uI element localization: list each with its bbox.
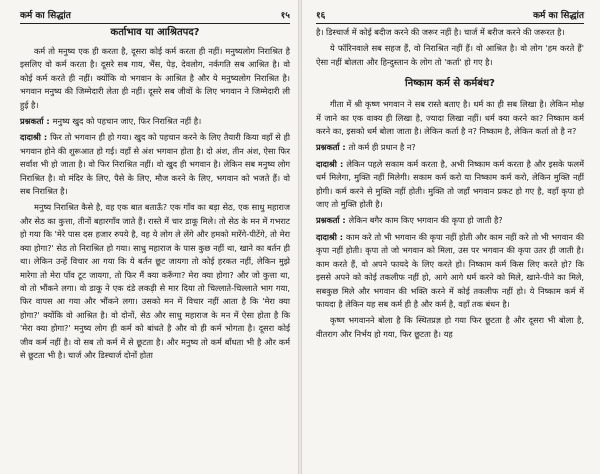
- right-running-header: [316, 8, 584, 24]
- left-page-number: १५: [280, 11, 290, 21]
- qa-paragraph: [316, 141, 584, 154]
- qa-text: काम करे तो भी भगवान की कृपा नहीं होती और काम नहीं करे तो भी भगवान की कृपा नहीं होती। कृपा तो जो भगवान को मिला, उस पर भगवान की कृपा उतर ही जाती है। काम करते हैं, वो अपने फायदे के लिए करते हो। निष्काम कर्म किस लिए करते हो? कि इससे अपने को कोई तकलीफ नहीं हो, आगे आगे धर्म करने को मिले, खाने-पीने का मिले, सबकुछ मिले और भगवान की भक्ति करने में कोई तकलीफ नहीं हो। ये निष्काम कर्म में फायदा है लेकिन यह सब कर्म ही है और कर्म है, वहाँ तक बंधन है।: [316, 231, 584, 309]
- qa-text: मनुष्य खुद को पहचान जाए, फिर निराश्रित नहीं है।: [52, 116, 202, 127]
- paragraph: कर्म तो मनुष्य एक ही करता है, दूसरा कोई कर्म करता ही नहीं। मनुष्यलोग निराश्रित है इसलिए वो कर्म करता है। दूसरे सब गाय, भैंस, पेड़, देवलोग, नर्कगति सब आश्रित है। वो कोई कर्म करते ही नहीं। क्योंकि वो भगवान के आश्रित है और ये मनुष्यलोग निराश्रित है। भगवान मनुष्य की जिम्मेदारी लेता ही नहीं। दूसरे सब जीवों के लिए भगवान ने जिम्मेदारी ली हुई है।: [20, 46, 290, 110]
- right-section-title: निष्काम कर्म से कर्मबंध?: [405, 78, 495, 90]
- paragraph: मनुष्य निराश्रित कैसे है, वह एक बात बताऊँ? एक गाँव का बड़ा सेठ, एक साधु महाराज और सेठ का कुत्ता, तीनों बहारगाँव जाते हैं। रास्ते में चार डाकू मिले। तो सेठ के मन में गभराट हो गया कि 'मेरे पास दस हजार रुपये है, वह ये लोग ले लेंगे और हमको मारेंगे-पीटेंगे, तो मेरा क्या होगा?' सेठ तो निराश्रित हो गया। साधु महाराज के पास कुछ नहीं था, खाने का बर्तन ही था। लेकिन उन्हें विचार आ गया कि ये बर्तन छूट जायगा तो कोई हरकत नहीं, लेकिन मुझे मारेगा तो मेरा पाँव टूट जायगा, तो फिर मैं क्या करूँगा? मेरा क्या होगा? और जो कुत्ता था, वो तो भौंकने लगा। वो डाकू ने एक दंडे लकड़ी से मार दिया तो चिल्लाते-चिल्लाते भाग गया, फिर वापस आ गया और भौंकने लगा। उसको मन में विचार नहीं आता है कि 'मेरा क्या होगा?' क्योंकि वो आश्रित है। वो दोनों, सेठ और साधु महाराज के मन में ऐसा होता है कि 'मेरा क्या होगा?' मनुष्य लोग ही कर्म को बांधते है और वो ही कर्म भोगता है। दूसरा कोई जीव कर्म नहीं है। वो सब तो कर्म में से छूटता है। और मनुष्य तो कर्म बाँधता भी है और कर्म से छूटता भी है। चार्ज और डिस्चार्ज दोनों होता: [20, 202, 290, 360]
- qa-text: तो कर्म ही प्रधान है न?: [348, 142, 416, 153]
- speaker-label: प्रश्नकर्ता :: [20, 116, 50, 127]
- speaker-label: दादाश्री :: [316, 158, 344, 169]
- paragraph: कृष्ण भगवानने बोला है कि स्थितप्रज्ञ हो गया फिर छूटता है और दूसरा भी बोला है, वीतराग और निर्भय हो गया, फिर छूटता है। यह: [316, 315, 584, 339]
- qa-paragraph: [316, 231, 584, 311]
- speaker-label: दादाश्री :: [316, 231, 344, 242]
- qa-paragraph: [20, 131, 290, 198]
- right-page: [302, 0, 600, 474]
- left-running-header: [20, 8, 290, 24]
- qa-text: लेकिन बगैर काम किए भगवान की कृपा हो जाती है?: [348, 215, 503, 226]
- left-header-title: कर्म का सिद्धांत: [20, 11, 71, 21]
- qa-paragraph: [20, 115, 290, 128]
- continuation-paragraph: है। डिस्चार्ज में कोई बदीज करने की जरूर नहीं है। चार्ज में बरीज करने की जरूरत है।: [316, 27, 565, 37]
- qa-text: फिर तो भगवान ही हो गया। खुद को पहचान करने के लिए तैयारी किया वहाँ से ही भगवान होने की शुरूआत हो गई। वहाँ से अंश भगवान होता है। दो अंश, तीन अंश, ऐसा फिर सर्वांश भी हो जाता है। वो फिर निराश्रित नहीं। वो खुद ही भगवान है। लेकिन सब मनुष्य लोग निराश्रित है। वो मंदिर के लिए, पैसे के लिए, मौज करने के लिए, भगवान को भजते हैं। वो सब निराश्रित है।: [20, 132, 290, 197]
- qa-paragraph: [316, 158, 584, 212]
- paragraph: गीता में श्री कृष्ण भगवान ने सब रास्ते बताए है। धर्म का ही सब लिखा है। लेकिन मोक्ष में जाने का एक वाक्य ही लिखा है, ज्यादा लिखा नहीं। धर्म क्या करने का? निष्काम कर्म करने का, इसको धर्म बोला जाता है। लेकिन कर्ता है न? निष्काम है, लेकिन कर्ता तो है न?: [316, 99, 584, 137]
- speaker-label: प्रश्नकर्ता :: [316, 215, 346, 226]
- qa-text: लेकिन पहले सकाम कर्म करता है, अभी निष्काम कर्म करता है और इसके फलमें धर्म मिलेगा, मुक्ति नहीं मिलेगी। सकाम कर्म करो या निष्काम कर्म करो, लेकिन मुक्ति नहीं होगी। कर्म करने से मुक्ति नहीं होती। मुक्ति तो जहाँ भगवान प्रकट हो गए है, वहाँ कृपा हो जाए तो मुक्ति होती है।: [316, 158, 584, 210]
- speaker-label: दादाश्री :: [20, 132, 48, 143]
- qa-paragraph: [316, 214, 584, 227]
- right-header-title: कर्म का सिद्धांत: [533, 11, 584, 21]
- paragraph: ये फॉरिनवाले सब सहज हैं, वो निराश्रित नहीं हैं। वो आश्रित है। वो लोग 'हम करते हैं' ऐसा नहीं बोलता और हिन्दुस्तान के लोग तो 'कर्ता' हो गए है।: [316, 43, 584, 67]
- right-page-number: १६: [316, 11, 326, 21]
- left-section-title: कर्ताभाव या आश्रितपद?: [110, 27, 200, 38]
- left-page: [0, 0, 298, 474]
- speaker-label: प्रश्नकर्ता :: [316, 142, 346, 153]
